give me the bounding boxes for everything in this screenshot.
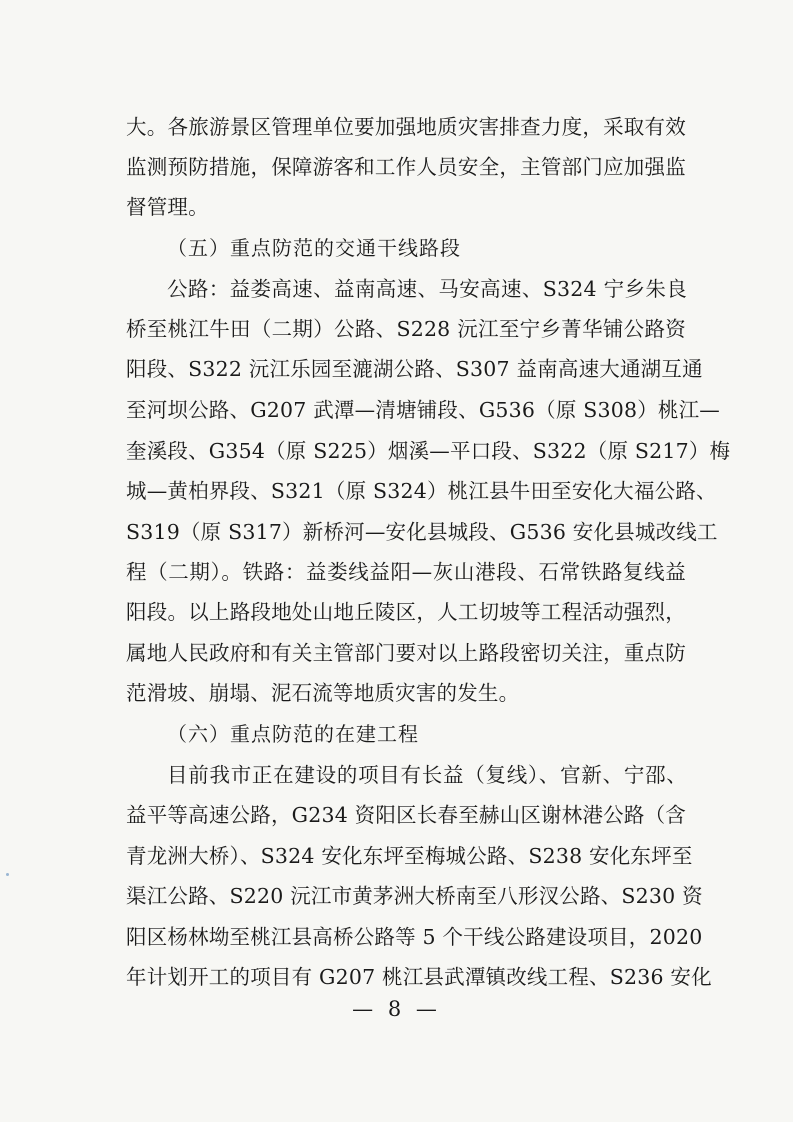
paragraph-line: 奎溪段、G354（原 S225）烟溪—平口段、S322（原 S217）梅: [126, 439, 731, 463]
paragraph-line: 城—黄柏界段、S321（原 S324）桃江县牛田至安化大福公路、: [126, 479, 717, 503]
paragraph-line: 范滑坡、崩塌、泥石流等地质灾害的发生。: [126, 681, 520, 705]
page-number: — 8 —: [352, 997, 441, 1021]
paragraph-line: 至河坝公路、G207 武潭—清塘铺段、G536（原 S308）桃江—: [126, 398, 721, 422]
paragraph-line: 阳段、S322 沅江乐园至漉湖公路、S307 益南高速大通湖互通: [126, 357, 703, 381]
paragraph-line: 益平等高速公路，G234 资阳区长春至赫山区谢林港公路（含: [126, 803, 686, 827]
paragraph-line: 督管理。: [126, 195, 209, 219]
paragraph-line: 监测预防措施，保障游客和工作人员安全，主管部门应加强监: [126, 155, 686, 179]
paragraph-line: 阳区杨林坳至桃江县高桥公路等 5 个干线公路建设项目，2020: [126, 925, 703, 949]
paragraph-line: 阳段。以上路段地处山地丘陵区，人工切坡等工程活动强烈，: [126, 600, 686, 624]
paragraph-line: 青龙洲大桥）、S324 安化东坪至梅城公路、S238 安化东坪至: [126, 844, 693, 868]
paragraph-line: 渠江公路、S220 沅江市黄茅洲大桥南至八形汊公路、S230 资: [126, 884, 703, 908]
paragraph-line: 公路：益娄高速、益南高速、马安高速、S324 宁乡朱良: [167, 277, 687, 301]
paragraph-line: 属地人民政府和有关主管部门要对以上路段密切关注，重点防: [126, 641, 686, 665]
paragraph-line: 程（二期）。铁路：益娄线益阳—灰山港段、石常铁路复线益: [126, 560, 686, 584]
paragraph-line: 年计划开工的项目有 G207 桃江县武潭镇改线工程、S236 安化: [126, 965, 712, 989]
paragraph-line: 桥至桃江牛田（二期）公路、S228 沅江至宁乡菁华铺公路资: [126, 317, 686, 341]
paragraph-line: 目前我市正在建设的项目有长益（复线）、官新、宁邵、: [167, 763, 687, 787]
section-heading: （六）重点防范的在建工程: [167, 722, 419, 746]
paragraph-line: S319（原 S317）新桥河—安化县城段、G536 安化县城改线工: [126, 520, 718, 544]
section-heading: （五）重点防范的交通干线路段: [167, 236, 461, 260]
paragraph-line: 大。各旅游景区管理单位要加强地质灾害排查力度，采取有效: [126, 115, 686, 139]
scan-speck: [6, 873, 9, 876]
